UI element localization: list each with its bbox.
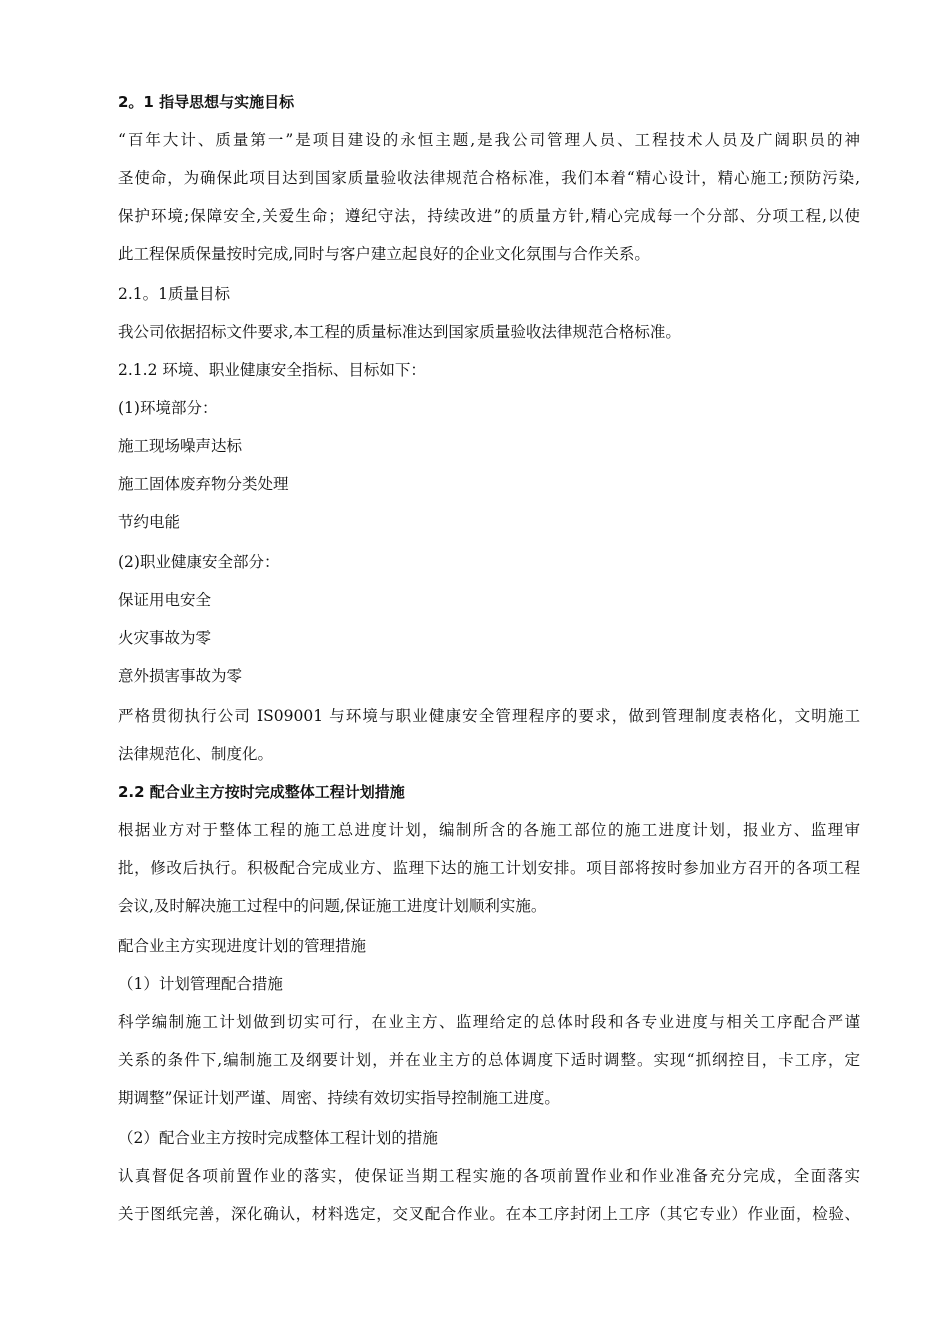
paragraph-line: 关系的条件下,编制施工及纲要计划，并在业主方的总体调度下适时调整。实现“抓纲控目，卡工序，定	[118, 1051, 860, 1069]
paragraph-line: 根据业方对于整体工程的施工总进度计划，编制所含的各施工部位的施工进度计划，报业方、监理审	[118, 821, 860, 839]
paragraph-line: “百年大计、质量第一”是项目建设的永恒主题,是我公司管理人员、工程技术人员及广阔职员的神	[118, 131, 860, 149]
paragraph-line: 法律规范化、制度化。	[118, 745, 274, 763]
list-heading: (1)环境部分：	[118, 399, 218, 417]
paragraph-line: 此工程保质保量按时完成,同时与客户建立起良好的企业文化氛围与合作关系。	[118, 245, 650, 263]
paragraph-line: 科学编制施工计划做到切实可行，在业主方、监理给定的总体时段和各专业进度与相关工序配合严谨	[118, 1013, 860, 1031]
subheading-2-1-1: 2.1。1质量目标	[118, 285, 231, 303]
paragraph-line: 我公司依据招标文件要求,本工程的质量标准达到国家质量验收法律规范合格标准。	[118, 323, 681, 341]
paragraph-line: 保护环境;保障安全,关爱生命；遵纪守法，持续改进”的质量方针,精心完成每一个分部、分项工程,以使	[118, 207, 860, 225]
heading-2-1: 2。1 指导思想与实施目标	[118, 93, 295, 111]
list-heading: （1）计划管理配合措施	[118, 975, 283, 993]
paragraph-line: 批，修改后执行。积极配合完成业方、监理下达的施工计划安排。项目部将按时参加业方召开的各项工程	[118, 859, 860, 877]
list-heading: (2)职业健康安全部分：	[118, 553, 280, 571]
list-item: 施工固体废弃物分类处理	[118, 475, 289, 493]
paragraph-line: 关于图纸完善，深化确认，材料选定，交叉配合作业。在本工序封闭上工序（其它专业）作业面，检验、	[118, 1205, 860, 1223]
paragraph-line: 配合业主方实现进度计划的管理措施	[118, 937, 367, 955]
paragraph-line: 认真督促各项前置作业的落实，使保证当期工程实施的各项前置作业和作业准备充分完成，全面落实	[118, 1167, 860, 1185]
paragraph-line: 期调整”保证计划严谨、周密、持续有效切实指导控制施工进度。	[118, 1089, 560, 1107]
list-item: 节约电能	[118, 513, 181, 531]
paragraph-line: 严格贯彻执行公司 IS09001 与环境与职业健康安全管理程序的要求，做到管理制度表格化，文明施工	[118, 707, 860, 725]
paragraph-line: 会议,及时解决施工过程中的问题,保证施工进度计划顺利实施。	[118, 897, 547, 915]
list-item: 施工现场噪声达标	[118, 437, 243, 455]
paragraph-line: 圣使命，为确保此项目达到国家质量验收法律规范合格标准，我们本着“精心设计，精心施工;预防污染,	[118, 169, 860, 187]
list-item: 意外损害事故为零	[118, 667, 243, 685]
list-heading: （2）配合业主方按时完成整体工程计划的措施	[118, 1129, 438, 1147]
list-item: 火灾事故为零	[118, 629, 212, 647]
heading-2-2: 2.2 配合业主方按时完成整体工程计划措施	[118, 783, 405, 801]
subheading-2-1-2: 2.1.2 环境、职业健康安全指标、目标如下：	[118, 361, 426, 379]
list-item: 保证用电安全	[118, 591, 212, 609]
